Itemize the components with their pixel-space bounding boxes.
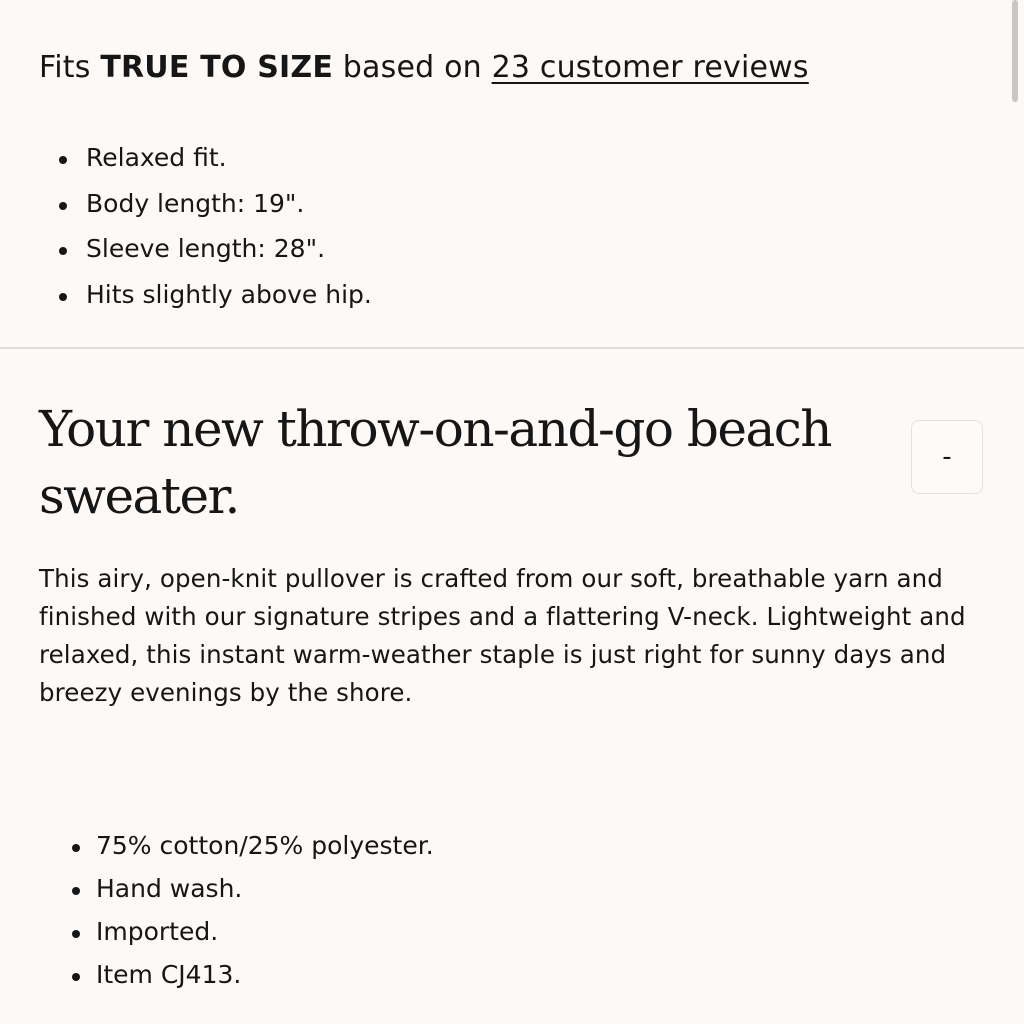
product-headline: Your new throw-on-and-go beach sweater. (39, 400, 831, 525)
fit-middle-text: based on (333, 50, 492, 85)
list-item: Sleeve length: 28". (38, 228, 372, 274)
product-description: This airy, open-knit pullover is crafted from our soft, breathable yarn and finished with our signature stripes and a flattering V-neck. Lightweight and relaxed, this instant warm-weather staple is just right for sunny days and breezy evenings by the shore. (39, 564, 966, 707)
product-details-list (48, 825, 434, 997)
section-divider (0, 347, 1024, 349)
list-item: 75% cotton/25% polyester. (48, 825, 434, 868)
fit-details-list (38, 137, 372, 319)
list-item: Imported. (48, 911, 434, 954)
fit-rating: TRUE TO SIZE (100, 50, 334, 85)
list-item: Hits slightly above hip. (38, 274, 372, 320)
collapse-section-button[interactable]: - (911, 420, 983, 494)
list-item: Relaxed fit. (38, 137, 372, 183)
list-item: Hand wash. (48, 868, 434, 911)
fit-summary (39, 50, 809, 85)
fit-prefix: Fits (39, 50, 101, 85)
list-item: Body length: 19". (38, 183, 372, 229)
list-item: Item CJ413. (48, 954, 434, 997)
page-scrollbar[interactable] (1012, 0, 1018, 102)
customer-reviews-link[interactable]: 23 customer reviews (491, 50, 809, 85)
